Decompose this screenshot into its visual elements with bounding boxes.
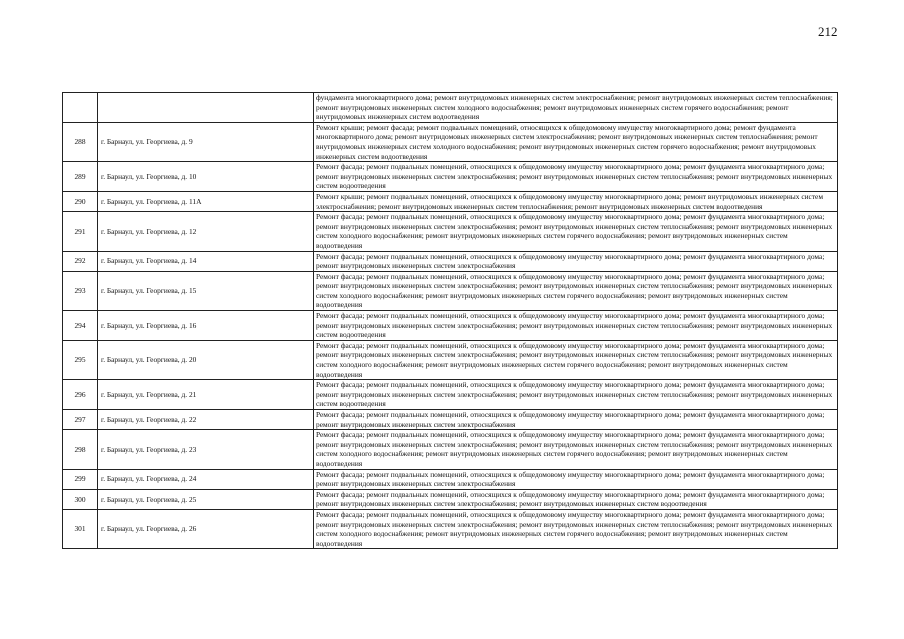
address-cell: г. Барнаул, ул. Георгиева, д. 23 (98, 430, 314, 469)
row-number: 299 (63, 469, 98, 489)
table-row (63, 489, 838, 509)
address-cell: г. Барнаул, ул. Георгиева, д. 21 (98, 380, 314, 410)
repair-table (62, 92, 838, 549)
work-list-cell: Ремонт фасада; ремонт подвальных помещений, относящихся к общедомовому имуществу многоквартирного дома; ремонт фундамента многоквартирного дома; ремонт внутридомовых инженерных систем электроснабжения; ремонт внутридомовых инженерных систем теплоснабжения; ремонт внутридомовых инженерных систем холодного водоснабжения; ремонт внутридомовых инженерных систем горячего водоснабжения; ремонт внутридомовых инженерных систем водоотведения (314, 271, 838, 310)
table-row (63, 410, 838, 430)
address-cell: г. Барнаул, ул. Георгиева, д. 10 (98, 162, 314, 192)
row-number: 300 (63, 489, 98, 509)
table-row (63, 162, 838, 192)
table-row (63, 430, 838, 469)
work-list-cell: Ремонт крыши; ремонт фасада; ремонт подвальных помещений, относящихся к общедомовому имуществу многоквартирного дома; ремонт фундамента многоквартирного дома; ремонт внутридомовых инженерных систем электроснабжения; ремонт внутридомовых инженерных систем теплоснабжения; ремонт внутридомовых инженерных систем холодного водоснабжения; ремонт внутридомовых инженерных систем горячего водоснабжения; ремонт внутридомовых инженерных систем водоотведения (314, 122, 838, 161)
table-row (63, 122, 838, 161)
address-cell: г. Барнаул, ул. Георгиева, д. 9 (98, 122, 314, 161)
row-number: 301 (63, 509, 98, 548)
work-list-cell: Ремонт крыши; ремонт подвальных помещений, относящихся к общедомовому имуществу многоквартирного дома; ремонт внутридомовых инженерных систем электроснабжения; ремонт внутридомовых инженерных систем теплоснабжения; ремонт внутридомовых инженерных систем водоотведения (314, 191, 838, 211)
row-number: 289 (63, 162, 98, 192)
work-list-cell: Ремонт фасада; ремонт подвальных помещений, относящихся к общедомовому имуществу многоквартирного дома; ремонт фундамента многоквартирного дома; ремонт внутридомовых инженерных систем электроснабжения (314, 251, 838, 271)
work-list-cell: фундамента многоквартирного дома; ремонт внутридомовых инженерных систем электроснабжения; ремонт внутридомовых инженерных систем теплоснабжения; ремонт внутридомовых инженерных систем холодного водоснабжения; ремонт внутридомовых инженерных систем горячего водоснабжения; ремонт внутридомовых инженерных систем водоотведения (314, 93, 838, 123)
work-list-cell: Ремонт фасада; ремонт подвальных помещений, относящихся к общедомовому имуществу многоквартирного дома; ремонт фундамента многоквартирного дома; ремонт внутридомовых инженерных систем электроснабжения; ремонт внутридомовых инженерных систем теплоснабжения; ремонт внутридомовых инженерных систем холодного водоснабжения; ремонт внутридомовых инженерных систем горячего водоснабжения; ремонт внутридомовых инженерных систем водоотведения (314, 212, 838, 251)
work-list-cell: Ремонт фасада; ремонт подвальных помещений, относящихся к общедомовому имуществу многоквартирного дома; ремонт фундамента многоквартирного дома; ремонт внутридомовых инженерных систем электроснабжения; ремонт внутридомовых инженерных систем теплоснабжения; ремонт внутридомовых инженерных систем холодного водоснабжения; ремонт внутридомовых инженерных систем горячего водоснабжения; ремонт внутридомовых инженерных систем водоотведения (314, 509, 838, 548)
work-list-cell: Ремонт фасада; ремонт подвальных помещений, относящихся к общедомовому имуществу многоквартирного дома; ремонт фундамента многоквартирного дома; ремонт внутридомовых инженерных систем электроснабжения; ремонт внутридомовых инженерных систем теплоснабжения; ремонт внутридомовых инженерных систем водоотведения (314, 162, 838, 192)
work-list-cell: Ремонт фасада; ремонт подвальных помещений, относящихся к общедомовому имуществу многоквартирного дома; ремонт фундамента многоквартирного дома; ремонт внутридомовых инженерных систем электроснабжения; ремонт внутридомовых инженерных систем теплоснабжения; ремонт внутридомовых инженерных систем водоотведения (314, 380, 838, 410)
row-number: 291 (63, 212, 98, 251)
work-list-cell: Ремонт фасада; ремонт подвальных помещений, относящихся к общедомовому имуществу многоквартирного дома; ремонт фундамента многоквартирного дома; ремонт внутридомовых инженерных систем электроснабжения; ремонт внутридомовых инженерных систем теплоснабжения; ремонт внутридомовых инженерных систем водоотведения (314, 311, 838, 341)
table-row (63, 251, 838, 271)
address-cell: г. Барнаул, ул. Георгиева, д. 22 (98, 410, 314, 430)
row-number: 288 (63, 122, 98, 161)
address-cell: г. Барнаул, ул. Георгиева, д. 16 (98, 311, 314, 341)
address-cell: г. Барнаул, ул. Георгиева, д. 12 (98, 212, 314, 251)
work-list-cell: Ремонт фасада; ремонт подвальных помещений, относящихся к общедомовому имуществу многоквартирного дома; ремонт фундамента многоквартирного дома; ремонт внутридомовых инженерных систем электроснабжения; ремонт внутридомовых инженерных систем теплоснабжения; ремонт внутридомовых инженерных систем холодного водоснабжения; ремонт внутридомовых инженерных систем горячего водоснабжения; ремонт внутридомовых инженерных систем водоотведения (314, 430, 838, 469)
address-cell: г. Барнаул, ул. Георгиева, д. 24 (98, 469, 314, 489)
row-number: 292 (63, 251, 98, 271)
address-cell: г. Барнаул, ул. Георгиева, д. 20 (98, 340, 314, 379)
address-cell: г. Барнаул, ул. Георгиева, д. 11А (98, 191, 314, 211)
page-number: 212 (818, 24, 838, 39)
table-row (63, 191, 838, 211)
address-cell: г. Барнаул, ул. Георгиева, д. 15 (98, 271, 314, 310)
work-list-cell: Ремонт фасада; ремонт подвальных помещений, относящихся к общедомовому имуществу многоквартирного дома; ремонт фундамента многоквартирного дома; ремонт внутридомовых инженерных систем электроснабжения (314, 410, 838, 430)
row-number: 295 (63, 340, 98, 379)
row-number: 294 (63, 311, 98, 341)
address-cell: г. Барнаул, ул. Георгиева, д. 26 (98, 509, 314, 548)
row-number: 298 (63, 430, 98, 469)
row-number: 293 (63, 271, 98, 310)
work-list-cell: Ремонт фасада; ремонт подвальных помещений, относящихся к общедомовому имуществу многоквартирного дома; ремонт фундамента многоквартирного дома; ремонт внутридомовых инженерных систем электроснабжения; ремонт внутридомовых инженерных систем теплоснабжения; ремонт внутридомовых инженерных систем холодного водоснабжения; ремонт внутридомовых инженерных систем горячего водоснабжения; ремонт внутридомовых инженерных систем водоотведения (314, 340, 838, 379)
row-number: 296 (63, 380, 98, 410)
table-row (63, 212, 838, 251)
table-row (63, 271, 838, 310)
table-row (63, 380, 838, 410)
table-row (63, 93, 838, 123)
row-number: 290 (63, 191, 98, 211)
table-row (63, 311, 838, 341)
work-list-cell: Ремонт фасада; ремонт подвальных помещений, относящихся к общедомовому имуществу многоквартирного дома; ремонт фундамента многоквартирного дома; ремонт внутридомовых инженерных систем электроснабжения; ремонт внутридомовых инженерных систем водоотведения (314, 489, 838, 509)
address-cell: г. Барнаул, ул. Георгиева, д. 14 (98, 251, 314, 271)
row-number (63, 93, 98, 123)
row-number: 297 (63, 410, 98, 430)
address-cell (98, 93, 314, 123)
table-row (63, 509, 838, 548)
address-cell: г. Барнаул, ул. Георгиева, д. 25 (98, 489, 314, 509)
table-row (63, 340, 838, 379)
work-list-cell: Ремонт фасада; ремонт подвальных помещений, относящихся к общедомовому имуществу многоквартирного дома; ремонт фундамента многоквартирного дома; ремонт внутридомовых инженерных систем электроснабжения (314, 469, 838, 489)
table-row (63, 469, 838, 489)
table-body (63, 93, 838, 549)
